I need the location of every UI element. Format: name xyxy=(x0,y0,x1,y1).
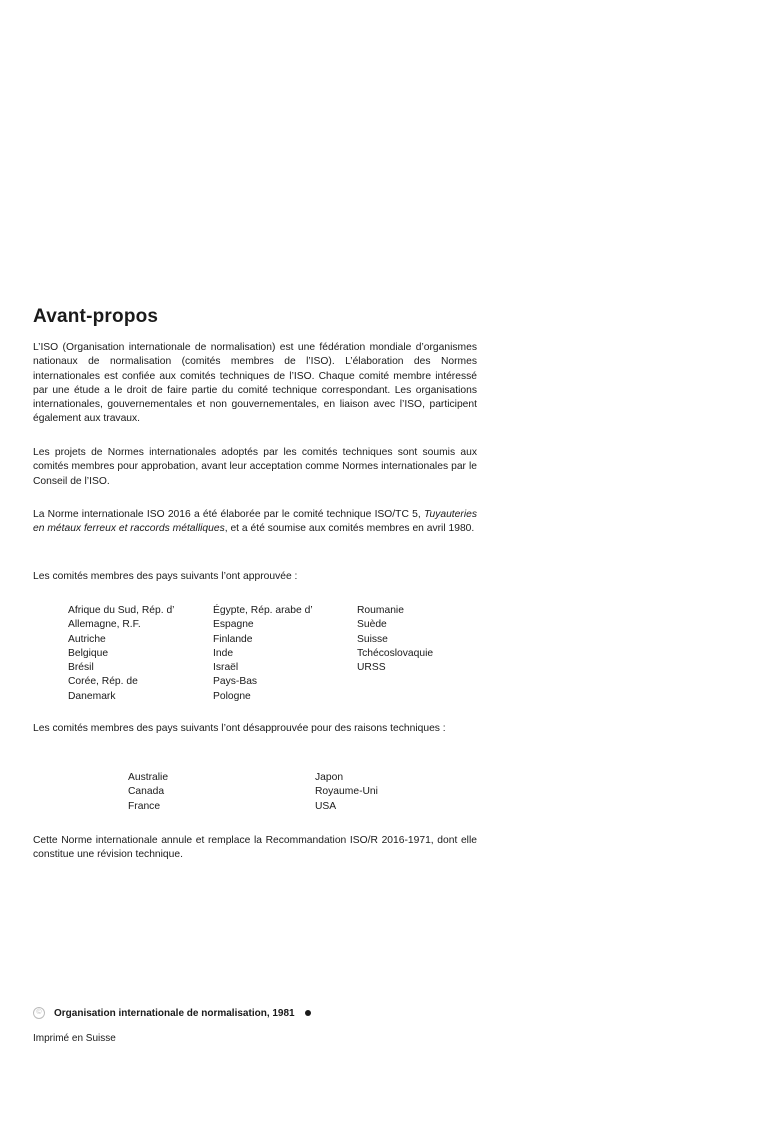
disapproved-countries-column-2 xyxy=(315,771,378,814)
country-item: Danemark xyxy=(68,690,116,702)
copyright-line xyxy=(33,1007,311,1019)
country-item: USA xyxy=(315,800,337,812)
paragraph-approved-intro: Les comités membres des pays suivants l’ont approuvée : xyxy=(33,571,298,582)
disapproved-countries-column-1 xyxy=(128,771,168,814)
approved-countries-column-2 xyxy=(213,604,313,704)
bullet-icon xyxy=(305,1010,311,1016)
paragraph-disapproved-intro: Les comités membres des pays suivants l’ont désapprouvée pour des raisons techniques : xyxy=(33,723,446,734)
paragraph-iso-2016-start: La Norme internationale ISO 2016 a été élaborée par le comité technique ISO/TC 5, xyxy=(33,509,424,520)
paragraph-iso-2016 xyxy=(33,508,477,537)
page-title: Avant-propos xyxy=(33,306,159,327)
country-item: Tchécoslovaquie xyxy=(357,647,434,659)
copyright-text: Organisation internationale de normalisation, 1981 xyxy=(54,1007,295,1019)
country-item: Pologne xyxy=(213,690,251,702)
country-item: Brésil xyxy=(68,662,94,674)
approved-countries-column-3 xyxy=(357,604,433,675)
country-item: Japon xyxy=(315,772,344,783)
country-item: Royaume-Uni xyxy=(315,786,378,798)
paragraph-replacement: Cette Norme internationale annule et remplace la Recommandation ISO/R 2016-1971, dont elle constitue une révision technique. xyxy=(33,835,477,861)
approved-countries-column-1 xyxy=(68,604,174,704)
country-item: Belgique xyxy=(68,647,109,659)
country-item: Corée, Rép. de xyxy=(68,676,138,688)
country-item: Afrique du Sud, Rép. d’ xyxy=(68,605,175,616)
country-item: Égypte, Rép. arabe d’ xyxy=(213,605,313,616)
paragraph-iso-2016-end: , et a été soumise aux comités membres en avril 1980. xyxy=(224,523,475,535)
paragraph-iso-intro: L’ISO (Organisation internationale de normalisation) est une fédération mondiale d’organismes nationaux de normalisation (comités membres de l’ISO). L’élaboration des Normes internationales est confiée aux comités techniques de l’ISO. Chaque comité membre intéressé par une étude a le droit de faire partie du comité technique correspondant. Les organisations internationales, gouvernementales et non gouvernementales, en liaison avec l’ISO, participent également aux travaux. xyxy=(33,342,477,425)
country-item: Suisse xyxy=(357,633,388,645)
country-item: Australie xyxy=(128,772,169,783)
country-item: Pays-Bas xyxy=(213,676,258,688)
country-item: France xyxy=(128,800,161,812)
country-item: URSS xyxy=(357,662,386,674)
printed-in: Imprimé en Suisse xyxy=(33,1033,116,1044)
country-item: Espagne xyxy=(213,619,254,631)
country-item: Suède xyxy=(357,619,387,631)
country-item: Roumanie xyxy=(357,605,404,616)
country-item: Israël xyxy=(213,662,239,674)
copyright-icon: © xyxy=(33,1007,45,1019)
country-item: Inde xyxy=(213,647,234,659)
country-item: Autriche xyxy=(68,633,106,645)
country-item: Allemagne, R.F. xyxy=(68,619,141,631)
committee-title: Tuyauteries en métaux ferreux et raccords métalliques xyxy=(33,509,477,535)
country-item: Finlande xyxy=(213,633,253,645)
paragraph-draft-standards: Les projets de Normes internationales adoptés par les comités techniques sont soumis aux comités membres pour approbation, avant leur acceptation comme Normes internationales par le Conseil de l’ISO. xyxy=(33,447,477,487)
country-item: Canada xyxy=(128,786,165,798)
